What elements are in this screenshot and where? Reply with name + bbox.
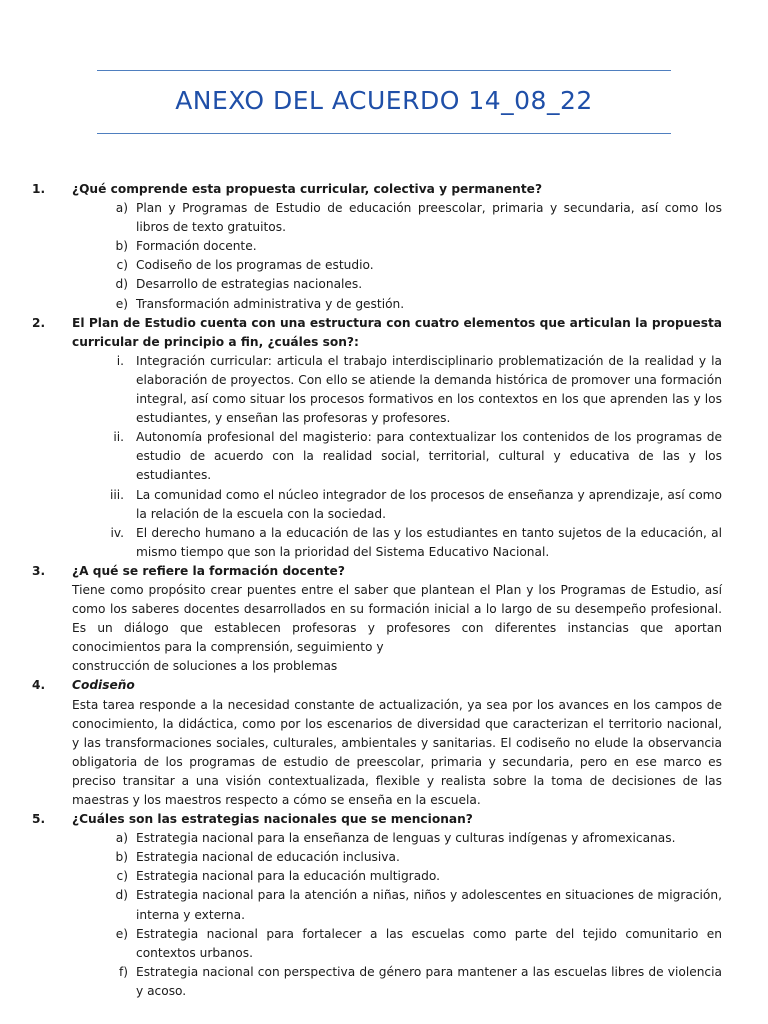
question-number: 2. xyxy=(32,315,46,330)
item-text: Formación docente. xyxy=(136,239,257,254)
list-item xyxy=(108,829,722,848)
item-marker: b) xyxy=(115,850,128,865)
list-item xyxy=(96,524,722,562)
item-text: La comunidad como el núcleo integrador de los procesos de enseñanza y aprendizaje, así como la relación de la escuela con la sociedad. xyxy=(136,487,722,521)
bottom-divider xyxy=(97,133,671,134)
question-text: ¿Cuáles son las estrategias nacionales que se mencionan? xyxy=(72,812,473,827)
document-title: ANEXO DEL ACUERDO 14_08_22 xyxy=(175,86,593,115)
item-marker: c) xyxy=(116,869,128,884)
item-text: Estrategia nacional para fortalecer a las escuelas como parte del tejido comunitario en contextos urbanos. xyxy=(136,926,722,960)
list-item xyxy=(108,886,722,924)
item-marker: b) xyxy=(115,239,128,254)
question-text: ¿Qué comprende esta propuesta curricular, colectiva y permanente? xyxy=(72,182,543,196)
list-item xyxy=(108,848,722,867)
list-item xyxy=(108,199,722,237)
item-marker: i. xyxy=(116,353,124,368)
item-marker: c) xyxy=(116,258,128,273)
item-text: El derecho humano a la educación de las y los estudiantes en tanto sujetos de la educación, al mismo tiempo que son la prioridad del Sistema Educativo Nacional. xyxy=(136,525,722,559)
item-marker: iii. xyxy=(109,487,124,502)
question-text: ¿A qué se refiere la formación docente? xyxy=(72,563,345,578)
item-marker: ii. xyxy=(113,430,124,445)
list-item xyxy=(108,237,722,256)
item-text: Estrategia nacional para la enseñanza de lenguas y culturas indígenas y afromexicanas. xyxy=(136,831,676,846)
item-text: Plan y Programas de Estudio de educación preescolar, primaria y secundaria, así como los libros de texto gratuitos. xyxy=(136,201,722,235)
question-2 xyxy=(32,314,722,352)
item-text: Codiseño de los programas de estudio. xyxy=(136,258,374,273)
list-item xyxy=(108,867,722,886)
top-divider xyxy=(97,70,671,71)
answer-paragraph: Esta tarea responde a la necesidad constante de actualización, ya sea por los avances en los campos de conocimiento, la didáctica, como por los escenarios de diversidad que caracterizan el territorio nacional, y las transformaciones sociales, culturales, ambientales y sanitarias. El codiseño no elude la observancia obligatoria de los programas de estudio de preescolar, primaria y secundaria, pero en ese marco es preciso transitar a una visión contextualizada, flexible y realista sobre la toma de decisiones de las maestras y los maestros respecto a cómo se enseña en la escuela. xyxy=(72,697,722,807)
item-marker: d) xyxy=(115,277,128,292)
question-number: 1. xyxy=(32,182,46,196)
answer-paragraph-continued: construcción de soluciones a los problemas xyxy=(72,659,338,674)
list-item xyxy=(108,963,722,1001)
item-text: Estrategia nacional con perspectiva de género para mantener a las escuelas libres de violencia y acoso. xyxy=(136,964,722,998)
question-text: El Plan de Estudio cuenta con una estructura con cuatro elementos que articulan la propuesta curricular de principio a fin, ¿cuáles son?: xyxy=(72,315,722,349)
question-1 xyxy=(32,180,722,199)
item-marker: a) xyxy=(115,201,128,216)
item-marker: f) xyxy=(118,964,128,979)
item-text: Integración curricular: articula el trabajo interdisciplinario problematización de la realidad y la elaboración de proyectos. Con ello se atiende la demanda histórica de promover una formación integral, así como situar los procesos formativos en los contextos en los que aprenden las y los estudiantes, y enseñan las profesoras y profesores. xyxy=(136,353,722,426)
question-4 xyxy=(32,676,722,695)
item-marker: iv. xyxy=(110,525,124,540)
item-marker: d) xyxy=(115,888,128,903)
question-3 xyxy=(32,562,722,581)
list-item xyxy=(108,275,722,294)
item-text: Desarrollo de estrategias nacionales. xyxy=(136,277,363,292)
item-text: Transformación administrativa y de gestión. xyxy=(136,296,405,311)
list-item xyxy=(108,256,722,275)
item-marker: e) xyxy=(115,296,128,311)
question-5 xyxy=(32,810,722,829)
item-marker: e) xyxy=(115,926,128,941)
item-text: Autonomía profesional del magisterio: para contextualizar los contenidos de los programas de estudio de acuerdo con la realidad social, territorial, cultural y educativa de las y los estudiantes. xyxy=(136,430,722,483)
document-body xyxy=(32,180,722,1001)
list-item xyxy=(96,428,722,485)
question-number: 5. xyxy=(32,812,46,827)
list-item xyxy=(96,486,722,524)
item-text: Estrategia nacional para la educación multigrado. xyxy=(136,869,441,884)
answer-paragraph: Tiene como propósito crear puentes entre el saber que plantean el Plan y los Programas de Estudio, así como los saberes docentes desarrollados en su formación inicial a lo largo de su desempeño profesional. Es un diálogo que establecen profesoras y profesores con diferentes instancias que aportan conocimientos para la comprensión, seguimiento y xyxy=(72,582,722,655)
question-number: 3. xyxy=(32,563,46,578)
list-item xyxy=(108,295,722,314)
item-marker: a) xyxy=(115,831,128,846)
question-number: 4. xyxy=(32,678,46,693)
question-text: Codiseño xyxy=(72,678,135,693)
item-text: Estrategia nacional de educación inclusiva. xyxy=(136,850,400,865)
item-text: Estrategia nacional para la atención a niñas, niños y adolescentes en situaciones de migración, interna y externa. xyxy=(136,888,722,922)
list-item xyxy=(108,925,722,963)
list-item xyxy=(96,352,722,428)
